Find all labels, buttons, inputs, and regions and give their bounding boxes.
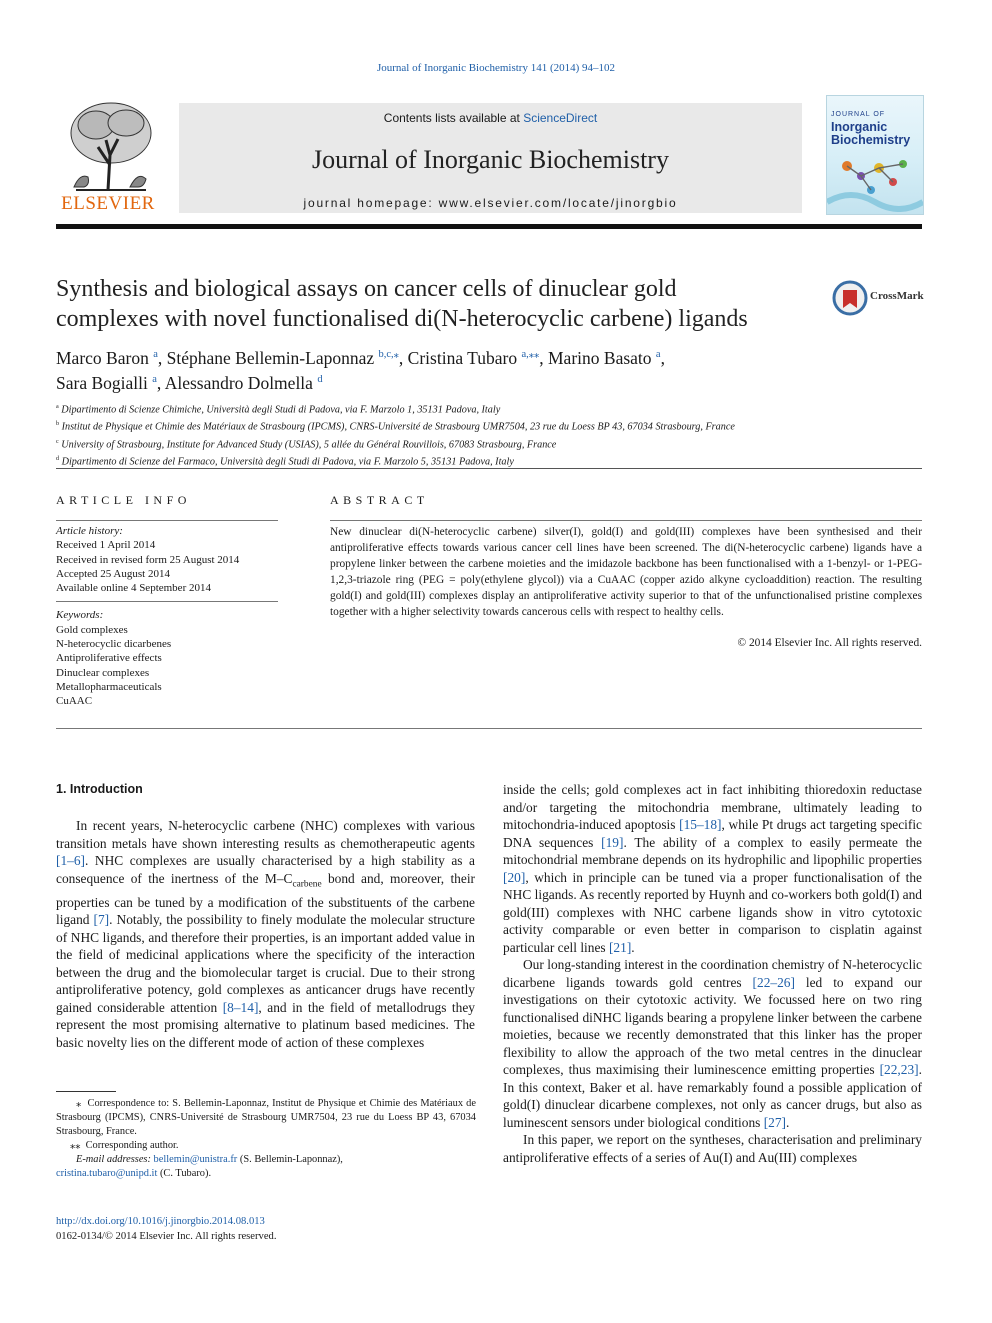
history-item: Received 1 April 2014	[56, 539, 156, 552]
reference-link[interactable]: [20]	[503, 869, 526, 885]
footnote-rule	[56, 1091, 116, 1092]
article-info-heading: ARTICLE INFO	[56, 493, 191, 507]
crossmark-badge[interactable]	[832, 280, 928, 316]
author-list: Marco Baron $^a$, Stéphane Bellemin-Laponnaz $^{b,c,⁎}$, Cristina Tubaro $^{a,⁎⁎}$, Marino Basato $^a$, Sara Bogialli $^a$, Alessandro Dolmella $^d$	[56, 347, 665, 393]
footnote-text: Corresponding author.	[85, 1140, 179, 1151]
reference-link[interactable]: [7]	[93, 912, 110, 928]
body-text: .	[631, 939, 635, 955]
author-name[interactable]: Stéphane Bellemin-Laponnaz	[166, 347, 375, 368]
footnote-mark: ⁎	[76, 1098, 82, 1109]
body-text: , which in principle can be tuned via a proper functionalisation of the NHC ligands. As recently reported by Huynh and co-workers both gold(I) and gold(III) complexes with NHC carbene ligands show in vitro cytotoxic activity comparable or even better in comparison to cisplatin against particular cell lines	[503, 869, 922, 955]
affiliation-item	[56, 435, 922, 452]
publisher-name: ELSEVIER	[61, 193, 155, 214]
article-title-line: complexes with novel functionalised di(N-heterocyclic carbene) ligands	[56, 306, 748, 332]
journal-homepage[interactable]: journal homepage: www.elsevier.com/locate/jinorgbio	[303, 196, 678, 210]
history-item: Received in revised form 25 August 2014	[56, 553, 240, 566]
body-text: In recent years, N-heterocyclic carbene (NHC) complexes with various transition metals have shown interesting results as chemotherapeutic agents	[56, 818, 475, 851]
keywords-heading: Keywords:	[56, 609, 104, 622]
elsevier-tree-icon	[56, 95, 160, 193]
intro-column-1	[56, 817, 475, 1051]
keyword-item: Antiproliferative effects	[56, 652, 162, 665]
body-text: . Notably, the possibility to finely modulate the molecular structure of NHC ligands, and therefore their properties, is an important added value in the field of medicinal applications where the specificity of the interaction between the drug and the biomolecular target is crucial. Due to their strong antiproliferative potency, gold complexes as anticancer drugs have recently gained considerable attention	[56, 912, 475, 1015]
abstract-copyright: © 2014 Elsevier Inc. All rights reserved.	[737, 637, 922, 649]
intro-column-2	[503, 781, 922, 1166]
footnote-corresponding-author	[56, 1139, 476, 1153]
footnotes	[56, 1097, 476, 1181]
author-name[interactable]: Sara Bogialli	[56, 372, 148, 393]
abstract-heading: ABSTRACT	[330, 493, 429, 507]
article-info	[56, 522, 280, 709]
header-rule	[56, 224, 922, 229]
author-affil-mark[interactable]: a	[655, 349, 661, 360]
body-text: .	[786, 1114, 790, 1130]
cover-molecule-graphic	[827, 146, 923, 212]
crossmark-icon	[832, 280, 868, 316]
reference-link[interactable]: [1–6]	[56, 853, 86, 868]
intro-paragraph	[503, 781, 922, 956]
affiliation-item	[56, 400, 922, 417]
author-affil-mark[interactable]: d	[317, 373, 323, 385]
email-owner: (C. Tubaro).	[157, 1168, 212, 1179]
author-name[interactable]: Cristina Tubaro	[407, 347, 518, 368]
affiliation-key: a	[56, 404, 59, 410]
reference-link[interactable]: [15–18]	[679, 817, 722, 832]
reference-link[interactable]: [8–14]	[222, 999, 259, 1015]
section-heading-introduction: 1. Introduction	[56, 782, 143, 796]
history-item: Available online 4 September 2014	[56, 582, 211, 595]
keyword-item: CuAAC	[56, 695, 93, 708]
body-text: . In this context, Baker et al. have remarkably found a possible application of gold(I) dinuclear dicarbene complexes, not only as cancer drugs, but also as luminescent sensors under biological conditions	[503, 1062, 922, 1130]
reference-link[interactable]: [27]	[763, 1114, 787, 1130]
affiliation-item	[56, 452, 922, 469]
author-affil-mark[interactable]: a	[153, 349, 158, 360]
intro-paragraph: In this paper, we report on the syntheses, characterisation and preliminary antiproliferative effects of a series of Au(I) and Au(III) complexes	[503, 1132, 922, 1165]
author-affil-mark[interactable]: a,⁎⁎	[521, 349, 540, 360]
affiliation-key: b	[56, 421, 60, 428]
issn-copyright: 0162-0134/© 2014 Elsevier Inc. All rights reserved.	[56, 1230, 277, 1242]
body-text: led to expand our investigations on their cytotoxic activity. We focussed here on two ring functionalised diNHC ligands bearing a propylene linker between the carbene moieties, because we recently demonstrated that this linker has the proper flexibility to allow the approach of the two metal centres in the dinuclear complexes, thus maximising their luminescence emitting properties	[503, 974, 923, 1077]
affiliation-key: c	[56, 438, 59, 445]
body-text: . NHC complexes are usually characterised by a high stability as a consequence of the inertness of the M–C	[56, 853, 475, 886]
affiliation-item	[56, 417, 922, 434]
author-name[interactable]: Marino Basato	[548, 347, 652, 368]
article-title	[56, 274, 816, 334]
doi-block	[56, 1215, 476, 1244]
keyword-item: Dinuclear complexes	[56, 666, 150, 679]
journal-header	[56, 95, 922, 217]
subscript-text: carbene	[292, 879, 322, 890]
reference-link[interactable]: [22,23]	[879, 1062, 919, 1077]
author-affil-mark[interactable]: b,c,⁎	[378, 349, 399, 360]
journal-citation[interactable]: Journal of Inorganic Biochemistry 141 (2014) 94–102	[376, 62, 616, 74]
cover-title	[831, 108, 910, 147]
keyword-item: Gold complexes	[56, 623, 128, 636]
email-link[interactable]: cristina.tubaro@unipd.it	[56, 1168, 158, 1179]
footnote-mark: ⁎⁎	[70, 1140, 81, 1151]
abstract-text: New dinuclear di(N-heterocyclic carbene) silver(I), gold(I) and gold(III) complexes have been synthesised and their antiproliferative effects towards various cancer cell lines have been screened. The di(N-heterocyclic carbene) ligands have a propylene linker between the carbene moieties and the imidazole backbone has been functionalised with a 1-benzyl- or 1-PEG-1,2,3-triazole ring (PEG = poly(ethylene glycol)) via a CuAAC (copper azido alkyne cycloaddition) reaction. The resulting gold(I) and gold(III) complexes display an antiproliferative activity superior to that of the unfunctionalised pristine complexes together with a higher selectivity towards cancerous cells with respect to healthy cells.	[330, 526, 922, 618]
author-affil-mark[interactable]: a	[152, 373, 157, 385]
history-heading: Article history:	[56, 525, 123, 537]
affiliation-text: Dipartimento di Scienze del Farmaco, Università degli Studi di Padova, via F. Marzolo 5, 35131 Padova, Italy	[61, 456, 514, 468]
cover-title-line: Inorganic	[831, 120, 888, 134]
journal-masthead	[179, 103, 802, 213]
journal-cover[interactable]	[826, 95, 924, 215]
intro-paragraph	[503, 956, 922, 1131]
journal-name: Journal of Inorganic Biochemistry	[312, 145, 669, 174]
abstract-bottom-rule	[56, 728, 922, 729]
article-info-rule	[56, 520, 278, 521]
body-text: , and in the field of metallodrugs they represent the most promising alternative to platinum based medicines. The basic novelty lies on the different mode of action of these complexes	[56, 999, 475, 1050]
contents-line	[179, 111, 802, 125]
footnote-correspondence	[56, 1097, 476, 1139]
email-label: E-mail addresses:	[76, 1154, 151, 1165]
intro-paragraph	[56, 817, 475, 1051]
article-title-line: Synthesis and biological assays on cancer cells of dinuclear gold	[56, 276, 677, 302]
keyword-item: Metallopharmaceuticals	[56, 680, 162, 693]
doi-link[interactable]: http://dx.doi.org/10.1016/j.jinorgbio.2014.08.013	[56, 1216, 265, 1227]
elsevier-logo[interactable]	[56, 95, 160, 217]
affiliation-key: d	[56, 456, 60, 463]
footnote-emails	[56, 1153, 476, 1181]
body-text: , while Pt drugs act targeting specific DNA sequences	[503, 817, 923, 850]
email-link[interactable]: bellemin@unistra.fr	[153, 1154, 238, 1165]
affiliation-text: University of Strasbourg, Institute for Advanced Study (USIAS), 5 allée du Général Rouvillois, 67083 Strasbourg, France	[61, 439, 557, 451]
crossmark-label: CrossMark	[870, 290, 924, 302]
cover-title-line: JOURNAL OF	[831, 111, 886, 118]
reference-link[interactable]: [21]	[608, 939, 632, 955]
body-text: inside the cells; gold complexes act in fact inhibiting thioredoxin reductase and/or targeting the mitochondria membrane, ultimately leading to mitochondria-induced apoptosis	[503, 782, 922, 832]
keyword-item: N-heterocyclic dicarbenes	[56, 638, 172, 651]
keywords-rule	[56, 601, 278, 602]
footnote-text: Correspondence to: S. Bellemin-Laponnaz, Institut de Physique et Chimie des Matériaux de Strasbourg (IPCMS), CNRS-Université de Strasbourg UMR7504, 23 rue du Loess BP 43, 67034 Strasbourg, France.	[56, 1098, 476, 1137]
affiliation-text: Dipartimento di Scienze Chimiche, Università degli Studi di Padova, via F. Marzolo 1, 35131 Padova, Italy	[61, 404, 501, 416]
body-text: bond and, moreover, their properties can be tuned by a modification of the substituents of the carbene ligand	[56, 870, 476, 928]
sciencedirect-link[interactable]: ScienceDirect	[523, 111, 598, 125]
cover-title-line: Biochemistry	[831, 133, 911, 147]
affiliation-list	[56, 400, 922, 470]
abstract-rule	[330, 520, 922, 521]
author-name[interactable]: Marco Baron	[56, 347, 149, 368]
body-text: . The ability of a complex to easily permeate the mitochondrial membrane depends on its hydrophilic and lipophilic properties	[503, 834, 922, 867]
reference-link[interactable]: [19]	[601, 834, 624, 850]
contents-prefix: Contents lists available at	[383, 111, 524, 125]
author-name[interactable]: Alessandro Dolmella	[164, 372, 313, 393]
history-item: Accepted 25 August 2014	[56, 567, 170, 580]
affiliation-text: Institut de Physique et Chimie des Matériaux de Strasbourg (IPCMS), CNRS-Université de Strasbourg UMR7504, 23 rue du Loess BP 43, 67034 Strasbourg, France	[61, 421, 735, 433]
affiliation-rule	[56, 468, 922, 469]
body-text: Our long-standing interest in the coordination chemistry of N-heterocyclic dicarbene ligands towards gold centres	[503, 957, 922, 990]
reference-link[interactable]: [22–26]	[752, 974, 795, 990]
email-owner: (S. Bellemin-Laponnaz),	[237, 1154, 343, 1165]
